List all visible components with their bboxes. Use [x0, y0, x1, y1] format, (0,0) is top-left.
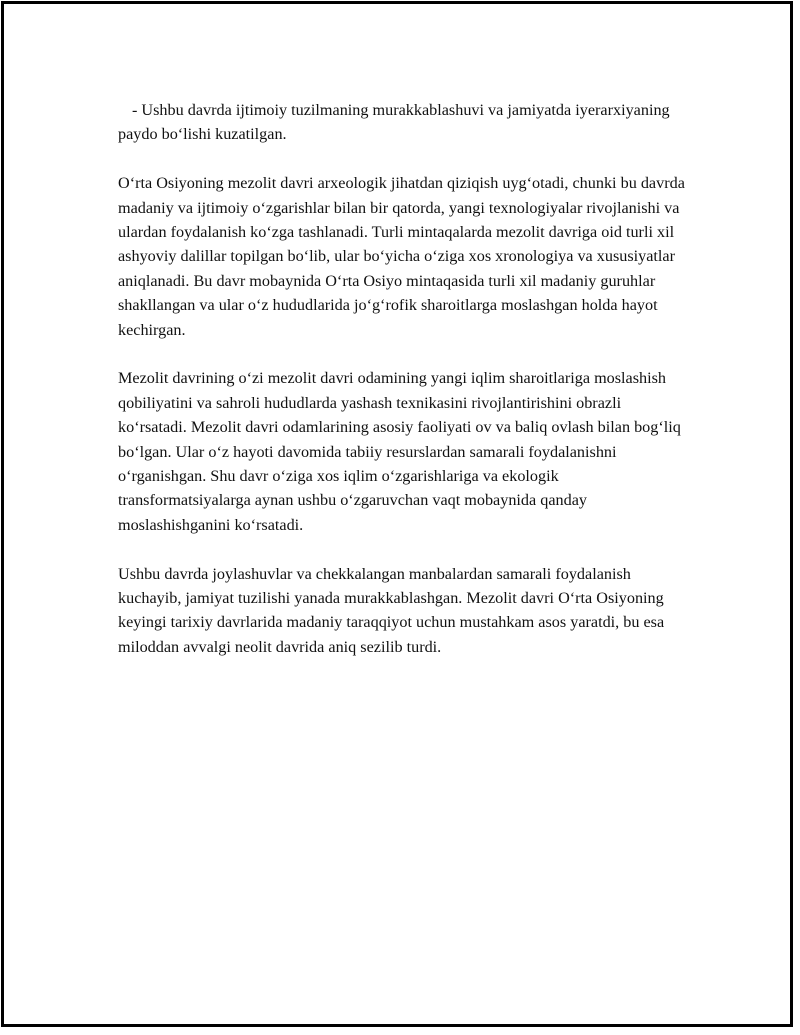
paragraph-mesolithic-interest: Oʻrta Osiyoning mezolit davri arxeologik jihatdan qiziqish uygʻotadi, chunki bu davrda madaniy va ijtimoiy oʻzgarishlar bilan bir qatorda, yangi texnologiyalar rivojlanishi va ulardan foydalanish koʻzga tashlanadi. Turli mintaqalarda mezolit davriga oid turli xil ashyoviy dalillar topilgan boʻlib, ular boʻyicha oʻziga xos xronologiya va xususiyatlar aniqlanadi. Bu davr mobaynida Oʻrta Osiyo mintaqasida turli xil madaniy guruhlar shakllangan va ular oʻz hududlarida joʻgʻrofik sharoitlarga moslashgan holda hayot kechirgan. — [118, 174, 685, 339]
document-page — [1, 1, 793, 1027]
paragraph-bullet-hierarchy: - Ushbu davrda ijtimoiy tuzilmaning murakkablashuvi va jamiyatda iyerarxiyaning paydo boʻlishi kuzatilgan. — [118, 101, 670, 144]
document-body — [118, 98, 693, 684]
paragraph-mesolithic-legacy: Ushbu davrda joylashuvlar va chekkalangan manbalardan samarali foydalanish kuchayib, jamiyat tuzilishi yanada murakkablashgan. Mezolit davri Oʻrta Osiyoning keyingi tarixiy davrlarida madaniy taraqqiyot uchun mustahkam asos yaratdi, bu esa miloddan avvalgi neolit davrida aniq sezilib turdi. — [118, 564, 665, 656]
paragraph-mesolithic-adaptation: Mezolit davrining oʻzi mezolit davri odamining yangi iqlim sharoitlariga moslashish qobiliyatini va sahroli hududlarda yashash texnikasini rivojlantirishini obrazli koʻrsatadi. Mezolit davri odamlarining asosiy faoliyati ov va baliq ovlash bilan bogʻliq boʻlgan. Ular oʻz hayoti davomida tabiiy resurslardan samarali foydalanishni oʻrganishgan. Shu davr oʻziga xos iqlim oʻzgarishlariga va ekologik transformatsiyalarga aynan ushbu oʻzgaruvchan vaqt mobaynida qanday moslashishganini koʻrsatadi. — [118, 369, 681, 534]
